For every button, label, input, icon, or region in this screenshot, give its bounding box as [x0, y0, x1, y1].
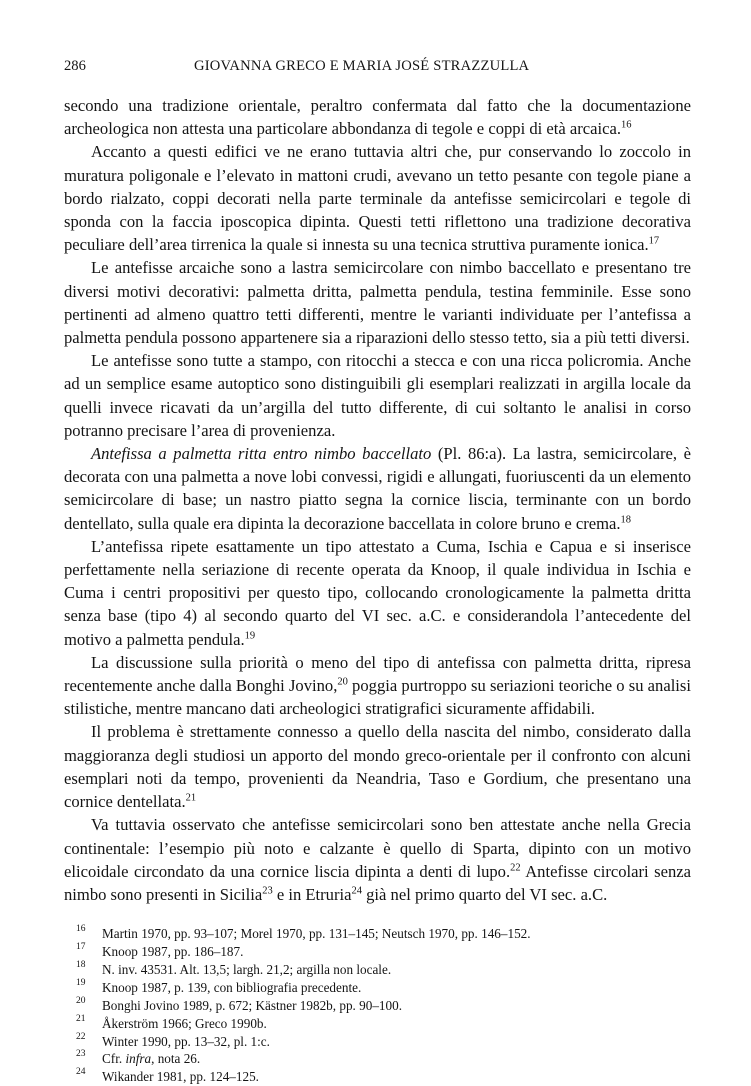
footnote-ref[interactable]: 18	[620, 514, 632, 526]
footnote-ref[interactable]: 16	[621, 119, 632, 131]
footnote-number: 19	[76, 977, 86, 988]
paragraph-3	[64, 256, 691, 349]
paragraph-8	[64, 720, 691, 813]
paragraph-text: Le antefisse sono tutte a stampo, con ritocchi a stecca e con una ricca policromia. Anche ad un semplice esame autoptico sono distinguibili gli esemplari realizzati in argilla locale da quelli invece ricavati da un’argilla del tutto differente, di cui soltanto le analisi in corso potranno precisare l’area di provenienza.	[64, 351, 691, 440]
paragraph-text: e in Etruria	[272, 884, 352, 904]
footnote-number: 17	[76, 941, 86, 952]
footnote-number: 22	[76, 1031, 86, 1042]
paragraph-text: Il problema è strettamente connesso a quello della nascita del nimbo, considerato dalla maggioranza degli studiosi un apporto del mondo greco-orientale per il confronto con alcuni esemplari noti da tempo, provenienti da Neandria, Taso e Gordium, che presentano una cornice dentellata.	[64, 722, 691, 812]
footnote-16	[76, 925, 691, 943]
footnote-24	[76, 1068, 691, 1086]
footnote-18	[76, 961, 691, 979]
paragraph-5	[64, 442, 691, 535]
running-header	[64, 58, 691, 82]
paragraph-text: Le antefisse arcaiche sono a lastra semicircolare con nimbo baccellato e presentano tre diversi motivi decorativi: palmetta dritta, palmetta pendula, testina femminile. Esse sono pertinenti ad almeno quattro tetti differenti, mentre le varianti individuate per l’antefissa a palmetta pendula possono appartenere sia a riparazioni dello stesso tetto, sia a più tetti diversi.	[64, 258, 691, 348]
footnote-text: Wikander 1981, pp. 124–125.	[102, 1069, 259, 1085]
footnote-text-italic: infra	[125, 1051, 152, 1067]
footnote-text: Winter 1990, pp. 13–32, pl. 1:c.	[102, 1033, 270, 1049]
footnote-number: 18	[76, 959, 86, 970]
footnote-ref[interactable]: 23	[262, 885, 273, 897]
footnote-ref[interactable]: 21	[185, 792, 197, 804]
paragraph-text: La discussione sulla priorità o meno del tipo di antefissa con palmetta dritta, ripresa recentemente anche dalla Bonghi Jovino,	[64, 652, 691, 696]
paragraph-4	[64, 349, 691, 442]
paragraph-text: secondo una tradizione orientale, peraltro confermata dal fatto che la documentazione archeologica non attesta una particolare abbondanza di tegole e coppi di età arcaica.	[64, 96, 691, 139]
paragraph-text: (Pl. 86:a). La lastra, semicircolare, è decorata con una palmetta a nove lobi convessi, rigidi e allungati, fuoriuscenti da un elemento semicircolare di base; un nastro piatto segna la cornice liscia, terminante con un bordo dentellato, sulla quale era dipinta la decorazione baccellata in colore bruno e crema.	[64, 444, 691, 533]
paragraph-text: Antefisse circolari senza nimbo sono presenti in Sicilia	[64, 861, 691, 904]
footnote-ref[interactable]: 24	[351, 885, 362, 897]
footnote-17	[76, 943, 691, 961]
footnote-text: N. inv. 43531. Alt. 13,5; largh. 21,2; argilla non locale.	[102, 961, 392, 977]
footnote-number: 21	[76, 1013, 86, 1024]
footnote-text: Martin 1970, pp. 93–107; Morel 1970, pp. 131–145; Neutsch 1970, pp. 146–152.	[102, 926, 531, 942]
footnote-20	[76, 997, 691, 1015]
paragraph-text: Accanto a questi edifici ve ne erano tuttavia altri che, pur conservando lo zoccolo in muratura poligonale e l’elevato in mattoni crudi, avevano un tetto pesante con tegole piane a bordo rialzato, coppi decorati nella parte terminale da antefisse semicircolari e tegole di sponda con la faccia iposcopica dipinta. Questi tetti riflettono una tradizione decorativa peculiare dell’area tirrenica la quale si innesta su una tecnica struttiva puramente ionica.	[64, 142, 691, 255]
paragraph-text: L’antefissa ripete esattamente un tipo attestato a Cuma, Ischia e Capua e si inserisce perfettamente nella seriazione di recente operata da Knoop, il quale individua in Ischia e Cuma i centri propositivi per questo tipo, collocando cronologicamente la palmetta dritta senza base (tipo 4) al secondo quarto del VI sec. a.C. e considerandola l’antecedente del motivo a palmetta pendula.	[64, 536, 691, 649]
paragraph-text: già nel primo quarto del VI sec. a.C.	[361, 884, 608, 904]
paragraph-text: poggia purtroppo su seriazioni teoriche o su analisi stilistiche, mentre mancano dati archeologici stratigrafici sicuramente affidabili.	[64, 676, 691, 719]
footnote-ref[interactable]: 22	[510, 862, 521, 874]
document-page	[64, 58, 691, 1086]
italic-heading: Antefissa a palmetta ritta entro nimbo baccellato	[91, 444, 432, 464]
footnotes	[76, 925, 691, 1086]
footnote-number: 20	[76, 995, 86, 1006]
footnote-ref[interactable]: 17	[648, 235, 660, 247]
paragraph-9	[64, 813, 691, 906]
paragraph-1	[64, 94, 691, 140]
footnote-19	[76, 979, 691, 997]
footnote-text: Åkerström 1966; Greco 1990b.	[102, 1015, 267, 1031]
footnote-number: 24	[76, 1067, 86, 1078]
body-text	[64, 94, 691, 906]
paragraph-7	[64, 651, 691, 721]
footnote-text	[102, 1050, 691, 1068]
footnote-number: 23	[76, 1049, 86, 1060]
footnote-text: Knoop 1987, p. 139, con bibliografia precedente.	[102, 979, 362, 995]
footnote-text: Knoop 1987, pp. 186–187.	[102, 944, 244, 960]
paragraph-2	[64, 140, 691, 256]
footnote-text: Bonghi Jovino 1989, p. 672; Kästner 1982b, pp. 90–100.	[102, 997, 403, 1013]
footnote-ref[interactable]: 19	[244, 630, 256, 642]
paragraph-text: Va tuttavia osservato che antefisse semicircolari sono ben attestate anche nella Grecia continentale: l’esempio più noto e calzante è quello di Sparta, dipinto con un motivo elicoidale circondato da una cornice liscia dipinta a denti di lupo.	[64, 815, 691, 881]
page-number: 286	[64, 58, 86, 74]
footnote-22	[76, 1033, 691, 1051]
running-title: GIOVANNA GRECO E MARIA JOSÉ STRAZZULLA	[194, 58, 530, 74]
footnote-23	[76, 1050, 691, 1068]
footnote-text-pre: Cfr.	[102, 1051, 126, 1067]
footnote-text-post: , nota 26.	[151, 1051, 201, 1067]
footnote-ref[interactable]: 20	[337, 676, 348, 688]
paragraph-6	[64, 535, 691, 651]
footnote-number: 16	[76, 923, 86, 934]
